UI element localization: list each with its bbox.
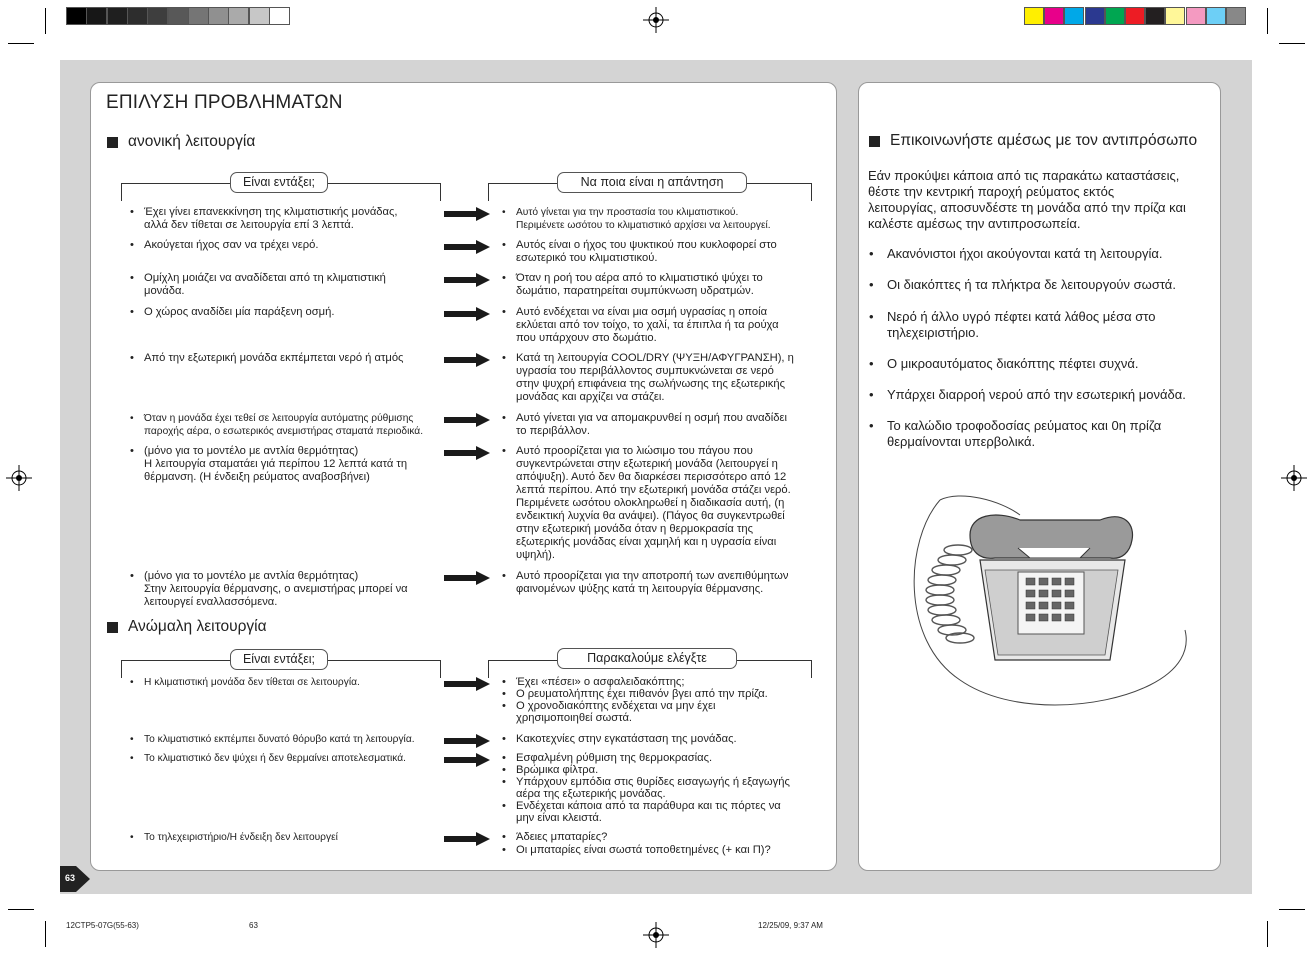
normal-answer-text: Αυτό γίνεται για να απομακρυνθεί η οσμή που αναδίδει το περιβάλλον.: [516, 412, 787, 437]
bullet-icon: •: [502, 831, 506, 843]
contact-heading: Επικοινωνήστε αμέσως με τον αντιπρόσωπο: [869, 132, 1197, 150]
abnormal-left-label: Είναι εντάξει;: [230, 649, 328, 670]
abnormal-question: [130, 831, 444, 844]
abnormal-check-item-text: Υπάρχουν εμπόδια στις θυρίδες εισαγωγής ή εξαγωγής αέρα της εξωτερικής μονάδας.: [516, 776, 790, 800]
abnormal-check-item-text: Εσφαλμένη ρύθμιση της θερμοκρασίας.: [516, 752, 713, 764]
right-arrow-icon: [444, 446, 490, 460]
normal-answer: [502, 206, 821, 232]
right-arrow-icon: [444, 413, 490, 427]
bullet-icon: •: [869, 418, 874, 433]
normal-question: [130, 570, 444, 609]
contact-list-item-text: Ακανόνιστοι ήχοι ακούγονται κατά τη λειτουργία.: [887, 246, 1163, 261]
right-arrow-icon: [444, 240, 490, 254]
color-swatch: [1024, 7, 1044, 25]
normal-answer-text: Αυτό γίνεται για την προστασία του κλιματιστικού. Περιμένετε ωσότου το κλιματιστικό αρχίσει να λειτουργεί.: [516, 207, 771, 231]
registration-mark-right: [1281, 465, 1307, 491]
bullet-icon: •: [130, 677, 134, 688]
normal-answer-text: Όταν η ροή του αέρα από το κλιματιστικό ψύχει το δωμάτιο, παρατηρείται συμπύκνωση υδρατμών.: [516, 272, 763, 297]
bullet-icon: •: [130, 832, 134, 843]
normal-question: [130, 412, 444, 438]
bullet-icon: •: [130, 272, 134, 284]
normal-answer: [502, 239, 821, 265]
normal-question-text: Ο χώρος αναδίδει μία παράξενη οσμή.: [144, 306, 335, 318]
color-swatch: [1145, 7, 1165, 25]
abnormal-check-item-text: Έχει «πέσει» ο ασφαλειδακόπτης;: [516, 676, 685, 688]
normal-question: [130, 306, 444, 319]
abnormal-check-item: [502, 733, 821, 745]
color-swatch: [1206, 7, 1226, 25]
abnormal-check-item: [502, 676, 821, 688]
gray-swatch: [249, 7, 270, 25]
abnormal-check-item-text: Κακοτεχνίες στην εγκατάσταση της μονάδας.: [516, 733, 737, 745]
bullet-icon: •: [502, 844, 506, 856]
normal-question-text: Ομίχλη μοιάζει να αναδίδεται από τη κλιματιστική μονάδα.: [144, 272, 386, 297]
normal-right-label: Να ποια είναι η απάντηση: [557, 172, 747, 193]
bullet-icon: •: [502, 752, 506, 764]
normal-answer: [502, 445, 821, 562]
color-swatch: [1226, 7, 1246, 25]
normal-question-text: Όταν η μονάδα έχει τεθεί σε λειτουργία αυτόματης ρύθμισης παροχής αέρα, ο εσωτερικός ανεμιστήρας σταματά περιοδικά.: [144, 413, 424, 437]
bullet-icon: •: [869, 309, 874, 324]
contact-list-item-text: Υπάρχει διαρροή νερού από την εσωτερική μονάδα.: [887, 387, 1186, 402]
bullet-icon: •: [502, 800, 506, 812]
right-arrow-icon: [444, 677, 490, 691]
contact-list-item-text: Ο μικροαυτόματος διακόπτης πέφτει συχνά.: [887, 356, 1139, 371]
abnormal-check-item-text: Ο ρευματολήπτης έχει πιθανόν βγει από την πρίζα.: [516, 688, 768, 700]
normal-question-text: (μόνο για το μοντέλο με αντλία θερμότητας) Η λειτουργία σταματάει γιά περίπου 12 λεπτά κατά τη θέρμανση. (Η ένδειξη ρεύματος αναβοσβήνει): [144, 445, 408, 483]
gray-swatch: [269, 7, 290, 25]
bullet-icon: •: [130, 445, 134, 457]
normal-answer: [502, 570, 821, 596]
abnormal-right-label: Παρακαλούμε ελέγξτε: [557, 648, 737, 669]
abnormal-check-item: [502, 764, 821, 776]
color-swatch: [1044, 7, 1064, 25]
bullet-icon: •: [502, 764, 506, 776]
right-arrow-icon: [444, 207, 490, 221]
gray-swatch: [127, 7, 148, 25]
registration-mark-left: [6, 465, 32, 491]
bullet-icon: •: [502, 306, 506, 318]
normal-answer: [502, 352, 821, 404]
page-title: ΕΠΙΛΥΣΗ ΠΡΟΒΛΗΜΑΤΩΝ: [106, 92, 343, 113]
bullet-icon: •: [130, 306, 134, 318]
bullet-icon: •: [502, 733, 506, 745]
registration-mark-top: [643, 7, 669, 33]
contact-list-item: [869, 418, 1207, 450]
normal-question: [130, 206, 444, 232]
bullet-icon: •: [869, 356, 874, 371]
bullet-icon: •: [502, 412, 506, 424]
contact-list-item-text: Νερό ή άλλο υγρό πέφτει κατά λάθος μέσα στο τηλεχειριστήριο.: [887, 309, 1156, 340]
abnormal-check-item: [502, 844, 821, 856]
abnormal-question-text: Το τηλεχειριστήριο/Η ένδειξη δεν λειτουργεί: [144, 832, 338, 843]
color-swatch: [1105, 7, 1125, 25]
contact-list-item: [869, 246, 1207, 262]
normal-question-text: Από την εξωτερική μονάδα εκπέμπεται νερό ή ατμός: [144, 352, 404, 364]
bullet-icon: •: [130, 352, 134, 364]
contact-list-item: [869, 277, 1207, 293]
gray-swatch: [66, 7, 87, 25]
abnormal-question: [130, 752, 444, 765]
gray-swatch: [147, 7, 168, 25]
telephone-illustration: [900, 480, 1200, 710]
normal-answer-text: Κατά τη λειτουργία COOL/DRY (ΨΥΞΗ/ΑΦΥΓΡΑΝΣΗ), η υγρασία του περιβάλλοντος συμπυκνώνεται σε νερό στην ψυχρή επιφάνεια της σωλήνωσης της εξωτερικής μονάδας και αρχίζει να στάζει.: [516, 352, 794, 403]
abnormal-check-item-text: Ενδέχεται κάποια από τα παράθυρα και τις πόρτες να μην είναι κλειστά.: [516, 800, 781, 824]
color-swatch: [1125, 7, 1145, 25]
abnormal-check-item: [502, 776, 821, 800]
abnormal-check-item-text: Οι μπαταρίες είναι σωστά τοποθετημένες (+ και Π)?: [516, 844, 771, 856]
color-swatch: [1186, 7, 1206, 25]
contact-intro: Εάν προκύψει κάποια από τις παρακάτω καταστάσεις, θέστε την κεντρική παροχή ρεύματος εκτός λειτουργίας, αποσυνδέστε τη μονάδα από την πρίζα και καλέστε αμέσως την αντιπροσωπεία.: [868, 168, 1186, 231]
bullet-icon: •: [130, 206, 134, 218]
contact-list-item-text: Οι διακόπτες ή τα πλήκτρα δε λειτουργούν σωστά.: [887, 277, 1176, 292]
abnormal-check-item: [502, 688, 821, 700]
bullet-icon: •: [130, 239, 134, 251]
gray-swatch: [107, 7, 128, 25]
bullet-icon: •: [869, 277, 874, 292]
right-arrow-icon: [444, 832, 490, 846]
bullet-icon: •: [502, 676, 506, 688]
abnormal-check-item: [502, 752, 821, 764]
color-swatch: [1085, 7, 1105, 25]
normal-answer-text: Αυτό ενδέχεται να είναι μια οσμή υγρασίας η οποία εκλύεται από τον τοίχο, το χαλί, τα έπιπλα ή τα ρούχα που υπάρχουν στο δωμάτιο.: [516, 306, 779, 344]
normal-question: [130, 272, 444, 298]
bullet-icon: •: [869, 246, 874, 261]
abnormal-question-text: Το κλιματιστικό δεν ψύχει ή δεν θερμαίνει αποτελεσματικά.: [144, 753, 406, 764]
bullet-icon: •: [130, 734, 134, 745]
bullet-icon: •: [502, 352, 506, 364]
bullet-icon: •: [502, 272, 506, 284]
normal-left-label: Είναι εντάξει;: [230, 172, 328, 193]
abnormal-question: [130, 733, 444, 746]
contact-list-item-text: Το καλώδιο τροφοδοσίας ρεύματος και 0η πρίζα θερμαίνονται υπερβολικά.: [887, 418, 1162, 449]
normal-answer: [502, 272, 821, 298]
gray-swatch: [188, 7, 209, 25]
bullet-icon: •: [502, 700, 506, 712]
footer-page: 63: [249, 921, 258, 930]
abnormal-check-item: [502, 700, 821, 724]
footer-date: 12/25/09, 9:37 AM: [758, 921, 823, 930]
gray-swatch: [86, 7, 107, 25]
right-arrow-icon: [444, 307, 490, 321]
normal-question: [130, 445, 444, 484]
normal-section-heading: ανονική λειτουργία: [107, 133, 255, 151]
normal-question-text: Ακούγεται ήχος σαν να τρέχει νερό.: [144, 239, 319, 251]
right-arrow-icon: [444, 273, 490, 287]
bullet-icon: •: [502, 207, 506, 218]
gray-swatch: [168, 7, 189, 25]
bullet-icon: •: [869, 387, 874, 402]
abnormal-section-heading: Ανώμαλη λειτουργία: [107, 618, 267, 636]
normal-answer: [502, 412, 821, 438]
contact-list-item: [869, 356, 1207, 372]
bullet-icon: •: [130, 570, 134, 582]
square-bullet-icon: [107, 622, 118, 633]
color-swatch: [1064, 7, 1084, 25]
normal-answer: [502, 306, 821, 345]
abnormal-question-text: Το κλιματιστικό εκπέμπει δυνατό θόρυβο κατά τη λειτουργία.: [144, 734, 415, 745]
normal-question: [130, 352, 444, 365]
abnormal-question-text: Η κλιματιστική μονάδα δεν τίθεται σε λειτουργία.: [144, 677, 360, 688]
right-arrow-icon: [444, 571, 490, 585]
gray-swatch: [208, 7, 229, 25]
abnormal-check-item-text: Άδειες μπαταρίες?: [516, 831, 608, 843]
abnormal-question: [130, 676, 444, 689]
contact-list-item: [869, 309, 1207, 341]
bullet-icon: •: [502, 688, 506, 700]
normal-question-text: (μόνο για το μοντέλο με αντλία θερμότητας) Στην λειτουργία θέρμανσης, ο ανεμιστήρας μπορεί να λειτουργεί εναλλασσόμενα.: [144, 570, 408, 608]
gray-swatch: [228, 7, 249, 25]
right-arrow-icon: [444, 353, 490, 367]
right-arrow-icon: [444, 753, 490, 767]
page-number: 63: [65, 873, 76, 883]
bullet-icon: •: [502, 570, 506, 582]
normal-answer-text: Αυτό προορίζεται για την αποτροπή των ανεπιθύμητων φαινομένων ψύξης κατά τη λειτουργία θέρμανσης.: [516, 570, 789, 595]
normal-answer-text: Αυτός είναι ο ήχος του ψυκτικού που κυκλοφορεί στο εσωτερικό του κλιματιστικού.: [516, 239, 777, 264]
abnormal-check-item: [502, 831, 821, 843]
normal-question: [130, 239, 444, 252]
bullet-icon: •: [130, 413, 134, 424]
contact-list-item: [869, 387, 1207, 403]
bullet-icon: •: [502, 776, 506, 788]
right-arrow-icon: [444, 734, 490, 748]
footer-file: 12CTP5-07G(55-63): [66, 921, 139, 930]
normal-question-text: Έχει γίνει επανεκκίνηση της κλιματιστικής μονάδας, αλλά δεν τίθεται σε λειτουργία επί 3 λεπτά.: [144, 206, 398, 231]
registration-mark-bottom: [643, 922, 669, 948]
color-swatch: [1165, 7, 1185, 25]
normal-answer-text: Αυτό προορίζεται για το λιώσιμο του πάγου που συγκεντρώνεται στην εξωτερική μονάδα (λειτουργεί η απόψυξη). Αυτό δεν θα διαρκέσει περισσότερο από 12 λεπτά περίπου. Από την εξωτερική μονάδα στάζει νερό. Περιμένετε ωσότου ολοκληρωθεί η διαδικασία αυτή, (η ενδεικτική λυχνία θα ανάψει). (Πάγος θα συγκεντρωθεί στην εξωτερική μονάδα όταν η θερμοκρασία της εξωτερικής μονάδας είναι χαμηλή και η υγρασία είναι υψηλή).: [516, 445, 791, 561]
bullet-icon: •: [502, 445, 506, 457]
square-bullet-icon: [869, 136, 880, 147]
square-bullet-icon: [107, 137, 118, 148]
abnormal-check-item: [502, 800, 821, 824]
bullet-icon: •: [502, 239, 506, 251]
bullet-icon: •: [130, 753, 134, 764]
abnormal-check-item-text: Βρώμικα φίλτρα.: [516, 764, 599, 776]
abnormal-check-item-text: Ο χρονοδιακόπτης ενδέχεται να μην έχει χρησιμοποιηθεί σωστά.: [516, 700, 716, 724]
